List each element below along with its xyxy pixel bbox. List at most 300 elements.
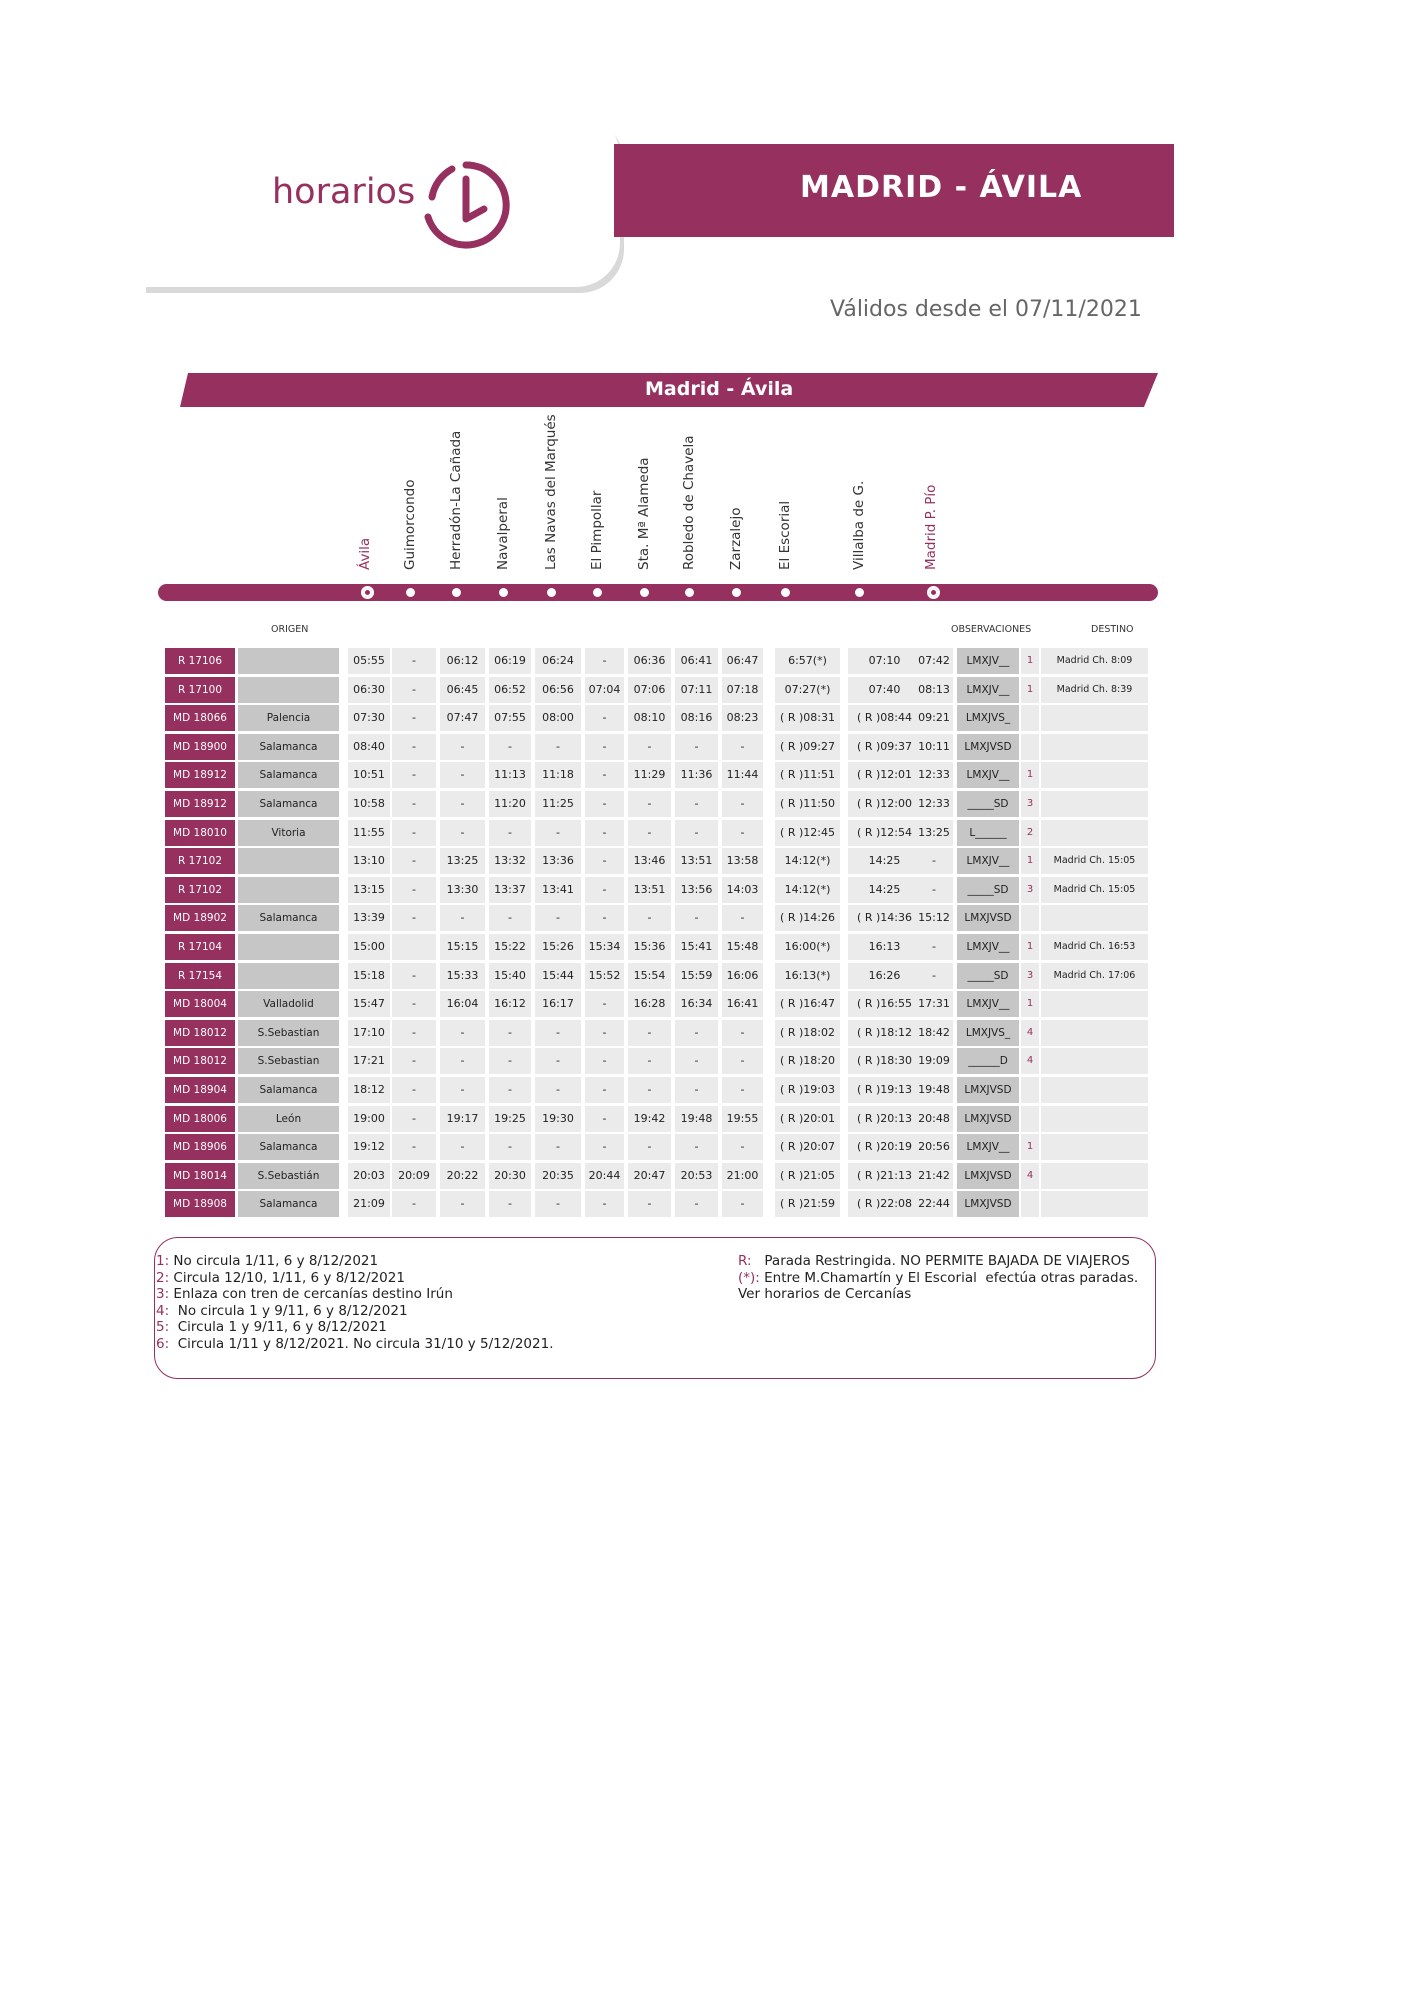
destination-cell bbox=[1041, 734, 1148, 760]
time-cell: - bbox=[440, 1134, 485, 1160]
time-cell: 18:42 bbox=[915, 1020, 953, 1046]
time-cell: - bbox=[392, 648, 436, 674]
time-cell: - bbox=[535, 1020, 581, 1046]
observations-cell: ______D bbox=[957, 1048, 1019, 1074]
stop-dot bbox=[855, 588, 864, 597]
observations-cell: LMXJVSD bbox=[957, 1077, 1019, 1103]
time-cell: - bbox=[535, 1048, 581, 1074]
time-cell: 14:25 bbox=[848, 848, 921, 874]
time-cell: - bbox=[440, 820, 485, 846]
time-cell: 14:25 bbox=[848, 877, 921, 903]
table-row bbox=[165, 1191, 1155, 1217]
destination-cell bbox=[1041, 1020, 1148, 1046]
time-cell: 08:23 bbox=[722, 705, 763, 731]
observations-cell: LMXJV__ bbox=[957, 648, 1019, 674]
note-cell: 3 bbox=[1021, 877, 1039, 903]
note-cell: 1 bbox=[1021, 648, 1039, 674]
time-cell: ( R )16:47 bbox=[775, 991, 840, 1017]
time-cell: 07:10 bbox=[848, 648, 921, 674]
time-cell: 17:31 bbox=[915, 991, 953, 1017]
time-cell: 06:56 bbox=[535, 677, 581, 703]
time-cell: - bbox=[675, 734, 718, 760]
destination-cell bbox=[1041, 1106, 1148, 1132]
time-cell: - bbox=[585, 1020, 624, 1046]
observations-cell: LMXJV__ bbox=[957, 934, 1019, 960]
time-cell: 19:12 bbox=[348, 1134, 390, 1160]
time-cell: 07:55 bbox=[489, 705, 531, 731]
train-number: MD 18912 bbox=[165, 762, 235, 788]
time-cell: 19:55 bbox=[722, 1106, 763, 1132]
time-cell: 20:53 bbox=[675, 1163, 718, 1189]
table-row bbox=[165, 820, 1155, 846]
table-row bbox=[165, 877, 1155, 903]
legend-key: 2: bbox=[156, 1269, 170, 1286]
time-cell: 06:41 bbox=[675, 648, 718, 674]
time-cell: 13:51 bbox=[675, 848, 718, 874]
train-number: MD 18902 bbox=[165, 905, 235, 931]
time-cell: - bbox=[628, 1134, 671, 1160]
time-cell: 07:47 bbox=[440, 705, 485, 731]
destination-cell bbox=[1041, 705, 1148, 731]
observations-cell: LMXJV__ bbox=[957, 991, 1019, 1017]
train-number: MD 18010 bbox=[165, 820, 235, 846]
time-cell: - bbox=[585, 848, 624, 874]
time-cell: - bbox=[392, 963, 436, 989]
route-title: MADRID - ÁVILA bbox=[800, 170, 1083, 205]
stop-dot bbox=[406, 588, 415, 597]
destination-cell: Madrid Ch. 15:05 bbox=[1041, 848, 1148, 874]
time-cell: 13:41 bbox=[535, 877, 581, 903]
time-cell: - bbox=[722, 1077, 763, 1103]
time-cell: 07:27(*) bbox=[775, 677, 840, 703]
legend-text: No circula 1/11, 6 y 8/12/2021 bbox=[169, 1253, 379, 1269]
time-cell: 19:09 bbox=[915, 1048, 953, 1074]
time-cell: 20:30 bbox=[489, 1163, 531, 1189]
stop-dot bbox=[732, 588, 741, 597]
table-row bbox=[165, 791, 1155, 817]
destination-cell bbox=[1041, 1163, 1148, 1189]
legend-text: Enlaza con tren de cercanías destino Irún bbox=[169, 1286, 453, 1302]
time-cell: 16:41 bbox=[722, 991, 763, 1017]
legend-key: 5: bbox=[156, 1319, 170, 1335]
time-cell: ( R )22:08 bbox=[848, 1191, 921, 1217]
time-cell: 15:44 bbox=[535, 963, 581, 989]
note-cell bbox=[1021, 734, 1039, 760]
time-cell: 11:36 bbox=[675, 762, 718, 788]
time-cell: - bbox=[585, 762, 624, 788]
station-label: Navalperal bbox=[495, 497, 511, 570]
time-cell: - bbox=[585, 1077, 624, 1103]
time-cell: 22:44 bbox=[915, 1191, 953, 1217]
time-cell: 19:48 bbox=[915, 1077, 953, 1103]
observations-cell: _____SD bbox=[957, 877, 1019, 903]
origin-cell bbox=[238, 848, 339, 874]
time-cell: - bbox=[585, 1134, 624, 1160]
time-cell: - bbox=[915, 877, 953, 903]
time-cell: - bbox=[722, 905, 763, 931]
train-number: MD 18900 bbox=[165, 734, 235, 760]
time-cell: - bbox=[628, 820, 671, 846]
station-label: Herradón-La Cañada bbox=[448, 430, 464, 570]
note-cell: 2 bbox=[1021, 820, 1039, 846]
time-cell: 12:33 bbox=[915, 791, 953, 817]
time-cell: 20:44 bbox=[585, 1163, 624, 1189]
time-cell: - bbox=[535, 1191, 581, 1217]
time-cell: ( R )16:55 bbox=[848, 991, 921, 1017]
time-cell: 16:28 bbox=[628, 991, 671, 1017]
time-cell: 10:11 bbox=[915, 734, 953, 760]
legend-note bbox=[156, 1303, 554, 1320]
route-band-label: Madrid - Ávila bbox=[645, 378, 794, 400]
time-cell: ( R )18:30 bbox=[848, 1048, 921, 1074]
stop-dot bbox=[547, 588, 556, 597]
time-cell: 13:32 bbox=[489, 848, 531, 874]
time-cell: - bbox=[675, 1077, 718, 1103]
time-cell: 19:42 bbox=[628, 1106, 671, 1132]
time-cell: 15:54 bbox=[628, 963, 671, 989]
note-cell: 3 bbox=[1021, 791, 1039, 817]
observations-cell: LMXJVSD bbox=[957, 1163, 1019, 1189]
time-cell: 08:10 bbox=[628, 705, 671, 731]
time-cell: 06:24 bbox=[535, 648, 581, 674]
legend-key: (*): bbox=[738, 1269, 760, 1286]
time-cell: - bbox=[440, 1077, 485, 1103]
table-row bbox=[165, 1077, 1155, 1103]
legend-definition bbox=[738, 1253, 1138, 1270]
legend-text: No circula 1 y 9/11, 6 y 8/12/2021 bbox=[169, 1302, 408, 1319]
time-cell: - bbox=[585, 1048, 624, 1074]
time-cell: 09:21 bbox=[915, 705, 953, 731]
time-cell: 18:12 bbox=[348, 1077, 390, 1103]
time-cell: - bbox=[585, 1106, 624, 1132]
time-cell: - bbox=[392, 991, 436, 1017]
destination-cell bbox=[1041, 1191, 1148, 1217]
time-cell: ( R )11:51 bbox=[775, 762, 840, 788]
time-cell: - bbox=[628, 1048, 671, 1074]
time-cell: - bbox=[628, 905, 671, 931]
destination-cell bbox=[1041, 820, 1148, 846]
time-cell: ( R )20:13 bbox=[848, 1106, 921, 1132]
time-cell: ( R )12:54 bbox=[848, 820, 921, 846]
time-cell: 08:00 bbox=[535, 705, 581, 731]
time-cell: - bbox=[489, 905, 531, 931]
legend-notes bbox=[156, 1253, 554, 1352]
note-cell bbox=[1021, 1106, 1039, 1132]
train-number: MD 18006 bbox=[165, 1106, 235, 1132]
origin-header: ORIGEN bbox=[271, 624, 309, 635]
time-cell: 14:03 bbox=[722, 877, 763, 903]
station-label: El Pimpollar bbox=[589, 490, 605, 570]
time-cell: 19:30 bbox=[535, 1106, 581, 1132]
time-cell: 15:26 bbox=[535, 934, 581, 960]
destination-header: DESTINO bbox=[1091, 624, 1134, 635]
time-cell: - bbox=[535, 1077, 581, 1103]
origin-cell: León bbox=[238, 1106, 339, 1132]
time-cell: 13:25 bbox=[440, 848, 485, 874]
train-number: MD 18012 bbox=[165, 1048, 235, 1074]
time-cell: 19:48 bbox=[675, 1106, 718, 1132]
train-number: R 17102 bbox=[165, 848, 235, 874]
time-cell: 11:13 bbox=[489, 762, 531, 788]
legend-note bbox=[156, 1319, 554, 1336]
time-cell: 06:30 bbox=[348, 677, 390, 703]
time-cell: - bbox=[392, 877, 436, 903]
train-number: MD 18014 bbox=[165, 1163, 235, 1189]
time-cell: 19:00 bbox=[348, 1106, 390, 1132]
origin-cell: Valladolid bbox=[238, 991, 339, 1017]
time-cell: 21:42 bbox=[915, 1163, 953, 1189]
time-cell: - bbox=[392, 820, 436, 846]
note-cell: 1 bbox=[1021, 762, 1039, 788]
time-cell: ( R )09:27 bbox=[775, 734, 840, 760]
time-cell: 20:56 bbox=[915, 1134, 953, 1160]
time-cell: 15:52 bbox=[585, 963, 624, 989]
time-cell: ( R )18:02 bbox=[775, 1020, 840, 1046]
time-cell: 19:17 bbox=[440, 1106, 485, 1132]
time-cell: - bbox=[675, 1191, 718, 1217]
time-cell: - bbox=[535, 734, 581, 760]
stops-line bbox=[158, 584, 1158, 601]
stop-dot bbox=[640, 588, 649, 597]
time-cell: - bbox=[585, 820, 624, 846]
legend-definition bbox=[738, 1270, 1138, 1287]
origin-cell: S.Sebastian bbox=[238, 1020, 339, 1046]
time-cell: - bbox=[392, 1048, 436, 1074]
time-cell: - bbox=[392, 791, 436, 817]
time-cell: 13:15 bbox=[348, 877, 390, 903]
table-row bbox=[165, 1106, 1155, 1132]
legend-text: Circula 1 y 9/11, 6 y 8/12/2021 bbox=[169, 1319, 387, 1335]
time-cell: 11:55 bbox=[348, 820, 390, 846]
time-cell: - bbox=[440, 1191, 485, 1217]
time-cell: 13:30 bbox=[440, 877, 485, 903]
time-cell: 07:04 bbox=[585, 677, 624, 703]
validity-date: Válidos desde el 07/11/2021 bbox=[830, 297, 1142, 322]
time-cell: ( R )12:01 bbox=[848, 762, 921, 788]
time-cell: ( R )21:13 bbox=[848, 1163, 921, 1189]
time-cell: 15:15 bbox=[440, 934, 485, 960]
time-cell: 11:44 bbox=[722, 762, 763, 788]
time-cell: ( R )14:26 bbox=[775, 905, 840, 931]
time-cell: 13:25 bbox=[915, 820, 953, 846]
time-cell: - bbox=[628, 791, 671, 817]
legend-note bbox=[156, 1336, 554, 1353]
time-cell: 06:45 bbox=[440, 677, 485, 703]
observations-cell: LMXJV__ bbox=[957, 762, 1019, 788]
time-cell: - bbox=[722, 1191, 763, 1217]
destination-cell bbox=[1041, 791, 1148, 817]
station-label: Sta. Mª Alameda bbox=[636, 457, 652, 570]
station-label: Robledo de Chavela bbox=[681, 435, 697, 570]
destination-cell: Madrid Ch. 16:53 bbox=[1041, 934, 1148, 960]
time-cell: 20:09 bbox=[392, 1163, 436, 1189]
time-cell: 16:12 bbox=[489, 991, 531, 1017]
time-cell: 07:30 bbox=[348, 705, 390, 731]
time-cell: 15:47 bbox=[348, 991, 390, 1017]
station-label: Zarzalejo bbox=[728, 507, 744, 570]
time-cell: 17:21 bbox=[348, 1048, 390, 1074]
stop-dot bbox=[927, 586, 940, 599]
time-cell: 16:34 bbox=[675, 991, 718, 1017]
time-cell: 19:25 bbox=[489, 1106, 531, 1132]
origin-cell: S.Sebastián bbox=[238, 1163, 339, 1189]
time-cell: - bbox=[535, 1134, 581, 1160]
time-cell: 13:36 bbox=[535, 848, 581, 874]
legend-key: 3: bbox=[156, 1286, 170, 1302]
time-cell: - bbox=[628, 1191, 671, 1217]
note-cell: 4 bbox=[1021, 1020, 1039, 1046]
origin-cell: Salamanca bbox=[238, 905, 339, 931]
table-row bbox=[165, 1163, 1155, 1189]
stop-dot bbox=[361, 586, 374, 599]
time-cell: - bbox=[722, 1048, 763, 1074]
time-cell: - bbox=[440, 791, 485, 817]
legend-definitions bbox=[738, 1253, 1138, 1303]
train-number: R 17100 bbox=[165, 677, 235, 703]
time-cell: 13:39 bbox=[348, 905, 390, 931]
time-cell: - bbox=[628, 1077, 671, 1103]
time-cell: 06:19 bbox=[489, 648, 531, 674]
observations-header: OBSERVACIONES bbox=[951, 624, 1032, 635]
table-row bbox=[165, 1048, 1155, 1074]
time-cell: - bbox=[392, 1106, 436, 1132]
note-cell bbox=[1021, 1077, 1039, 1103]
clock-icon bbox=[418, 157, 514, 253]
time-cell: ( R )20:19 bbox=[848, 1134, 921, 1160]
destination-cell bbox=[1041, 762, 1148, 788]
destination-cell: Madrid Ch. 15:05 bbox=[1041, 877, 1148, 903]
stop-dot bbox=[685, 588, 694, 597]
time-cell: 16:13 bbox=[848, 934, 921, 960]
time-cell: ( R )12:00 bbox=[848, 791, 921, 817]
time-cell: - bbox=[585, 905, 624, 931]
time-cell: 15:33 bbox=[440, 963, 485, 989]
table-row bbox=[165, 705, 1155, 731]
legend-key: 4: bbox=[156, 1302, 170, 1319]
observations-cell: LMXJVSD bbox=[957, 1191, 1019, 1217]
destination-cell bbox=[1041, 991, 1148, 1017]
table-row bbox=[165, 991, 1155, 1017]
time-cell: 15:34 bbox=[585, 934, 624, 960]
time-cell: - bbox=[440, 1048, 485, 1074]
time-cell: 06:36 bbox=[628, 648, 671, 674]
legend-text: Entre M.Chamartín y El Escorial efectúa otras paradas. bbox=[759, 1269, 1139, 1286]
time-cell: 20:35 bbox=[535, 1163, 581, 1189]
time-cell: - bbox=[489, 1020, 531, 1046]
time-cell: - bbox=[628, 734, 671, 760]
legend-text: Ver horarios de Cercanías bbox=[738, 1286, 912, 1302]
note-cell: 3 bbox=[1021, 963, 1039, 989]
time-cell: ( R )08:44 bbox=[848, 705, 921, 731]
time-cell: 08:40 bbox=[348, 734, 390, 760]
time-cell: - bbox=[722, 1134, 763, 1160]
table-row bbox=[165, 648, 1155, 674]
time-cell: 16:17 bbox=[535, 991, 581, 1017]
time-cell: 13:58 bbox=[722, 848, 763, 874]
time-cell: - bbox=[915, 963, 953, 989]
time-cell: ( R )18:12 bbox=[848, 1020, 921, 1046]
table-row bbox=[165, 963, 1155, 989]
time-cell: - bbox=[392, 734, 436, 760]
station-label: El Escorial bbox=[777, 500, 793, 570]
time-cell: - bbox=[722, 820, 763, 846]
note-cell bbox=[1021, 705, 1039, 731]
time-cell: - bbox=[440, 734, 485, 760]
note-cell: 1 bbox=[1021, 934, 1039, 960]
time-cell: 15:41 bbox=[675, 934, 718, 960]
time-cell: ( R )21:59 bbox=[775, 1191, 840, 1217]
legend-text: Circula 1/11 y 8/12/2021. No circula 31/10 y 5/12/2021. bbox=[169, 1335, 554, 1352]
train-number: MD 18012 bbox=[165, 1020, 235, 1046]
origin-cell: Vitoria bbox=[238, 820, 339, 846]
time-cell: - bbox=[489, 1134, 531, 1160]
train-number: MD 18904 bbox=[165, 1077, 235, 1103]
train-number: MD 18004 bbox=[165, 991, 235, 1017]
origin-cell: Palencia bbox=[238, 705, 339, 731]
time-cell: 20:03 bbox=[348, 1163, 390, 1189]
time-cell: - bbox=[392, 1077, 436, 1103]
time-cell: 11:20 bbox=[489, 791, 531, 817]
observations-cell: _____SD bbox=[957, 963, 1019, 989]
time-cell: - bbox=[392, 677, 436, 703]
time-cell: - bbox=[440, 762, 485, 788]
origin-cell: S.Sebastian bbox=[238, 1048, 339, 1074]
time-cell: - bbox=[675, 905, 718, 931]
time-cell: - bbox=[585, 734, 624, 760]
time-cell: 14:12(*) bbox=[775, 877, 840, 903]
time-cell: - bbox=[535, 905, 581, 931]
time-cell: 6:57(*) bbox=[775, 648, 840, 674]
train-number: R 17102 bbox=[165, 877, 235, 903]
note-cell: 4 bbox=[1021, 1163, 1039, 1189]
time-cell: - bbox=[489, 734, 531, 760]
note-cell bbox=[1021, 1191, 1039, 1217]
time-cell: 06:52 bbox=[489, 677, 531, 703]
time-cell: - bbox=[585, 877, 624, 903]
table-row bbox=[165, 677, 1155, 703]
time-cell: 15:40 bbox=[489, 963, 531, 989]
time-cell: - bbox=[489, 1048, 531, 1074]
time-cell: - bbox=[392, 1020, 436, 1046]
train-number: R 17106 bbox=[165, 648, 235, 674]
observations-cell: LMXJVSD bbox=[957, 734, 1019, 760]
time-cell: 07:42 bbox=[915, 648, 953, 674]
time-cell bbox=[392, 934, 436, 960]
destination-cell bbox=[1041, 1134, 1148, 1160]
time-cell: ( R )12:45 bbox=[775, 820, 840, 846]
table-row bbox=[165, 848, 1155, 874]
time-cell: - bbox=[675, 1020, 718, 1046]
time-cell: - bbox=[392, 762, 436, 788]
origin-cell: Salamanca bbox=[238, 791, 339, 817]
station-label: Las Navas del Marqués bbox=[543, 414, 559, 570]
stop-dot bbox=[452, 588, 461, 597]
observations-cell: LMXJVS_ bbox=[957, 705, 1019, 731]
legend-text: Parada Restringida. NO PERMITE BAJADA DE VIAJEROS bbox=[751, 1253, 1130, 1269]
station-label: Ávila bbox=[357, 537, 373, 570]
time-cell: 16:26 bbox=[848, 963, 921, 989]
observations-cell: L______ bbox=[957, 820, 1019, 846]
table-row bbox=[165, 934, 1155, 960]
table-row bbox=[165, 734, 1155, 760]
time-cell: - bbox=[915, 934, 953, 960]
legend-note bbox=[156, 1253, 554, 1270]
time-cell: 20:22 bbox=[440, 1163, 485, 1189]
time-cell: 16:06 bbox=[722, 963, 763, 989]
time-cell: ( R )19:03 bbox=[775, 1077, 840, 1103]
origin-cell bbox=[238, 648, 339, 674]
legend-text: Circula 12/10, 1/11, 6 y 8/12/2021 bbox=[169, 1269, 405, 1286]
